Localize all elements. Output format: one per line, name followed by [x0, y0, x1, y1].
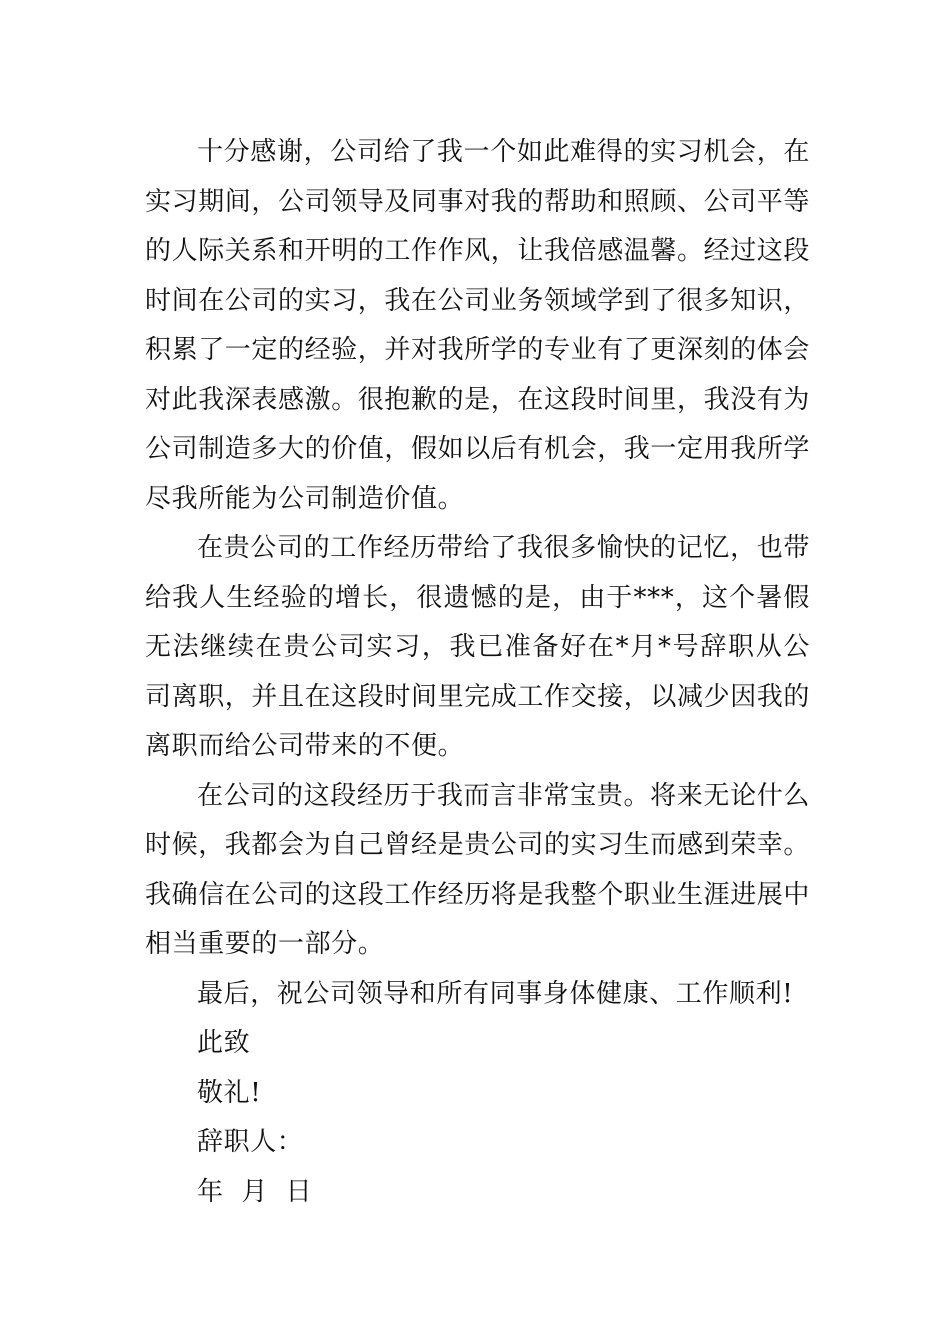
paragraph-reflection: 在公司的这段经历于我而言非常宝贵。将来无论什么时候，我都会为自己曾经是贵公司的实习生而感到荣幸。我确信在公司的这段工作经历将是我整个职业生涯进展中相当重要的一部分。: [145, 780, 811, 959]
date-label: 年 月 日: [197, 1176, 313, 1207]
closing-wish: 最后，祝公司领导和所有同事身体健康、工作顺利!: [197, 978, 794, 1009]
paragraph-gratitude: 十分感谢，公司给了我一个如此难得的实习机会，在实习期间，公司领导及同事对我的帮助和照顾、公司平等的人际关系和开明的工作作风，让我倍感温馨。经过这段时间在公司的实习，我在公司业务领域学到了很多知识，积累了一定的经验，并对我所学的专业有了更深刻的体会对此我深表感激。很抱歉的是，在这段时间里，我没有为公司制造多大的价值，假如以后有机会，我一定用我所学尽我所能为公司制造价值。: [145, 137, 811, 514]
paragraph-resignation-reason: 在贵公司的工作经历带给了我很多愉快的记忆，也带给我人生经验的增长，很遗憾的是，由于***，这个暑假无法继续在贵公司实习，我已准备好在*月*号辞职从公司离职，并且在这段时间里完成工作交接，以减少因我的离职而给公司带来的不便。: [145, 533, 811, 761]
signer-label: 辞职人：: [197, 1127, 304, 1157]
letter-body: [145, 128, 810, 1217]
salutation-ci-zhi: 此致: [197, 1028, 251, 1058]
salutation-jing-li: 敬礼!: [197, 1077, 262, 1108]
